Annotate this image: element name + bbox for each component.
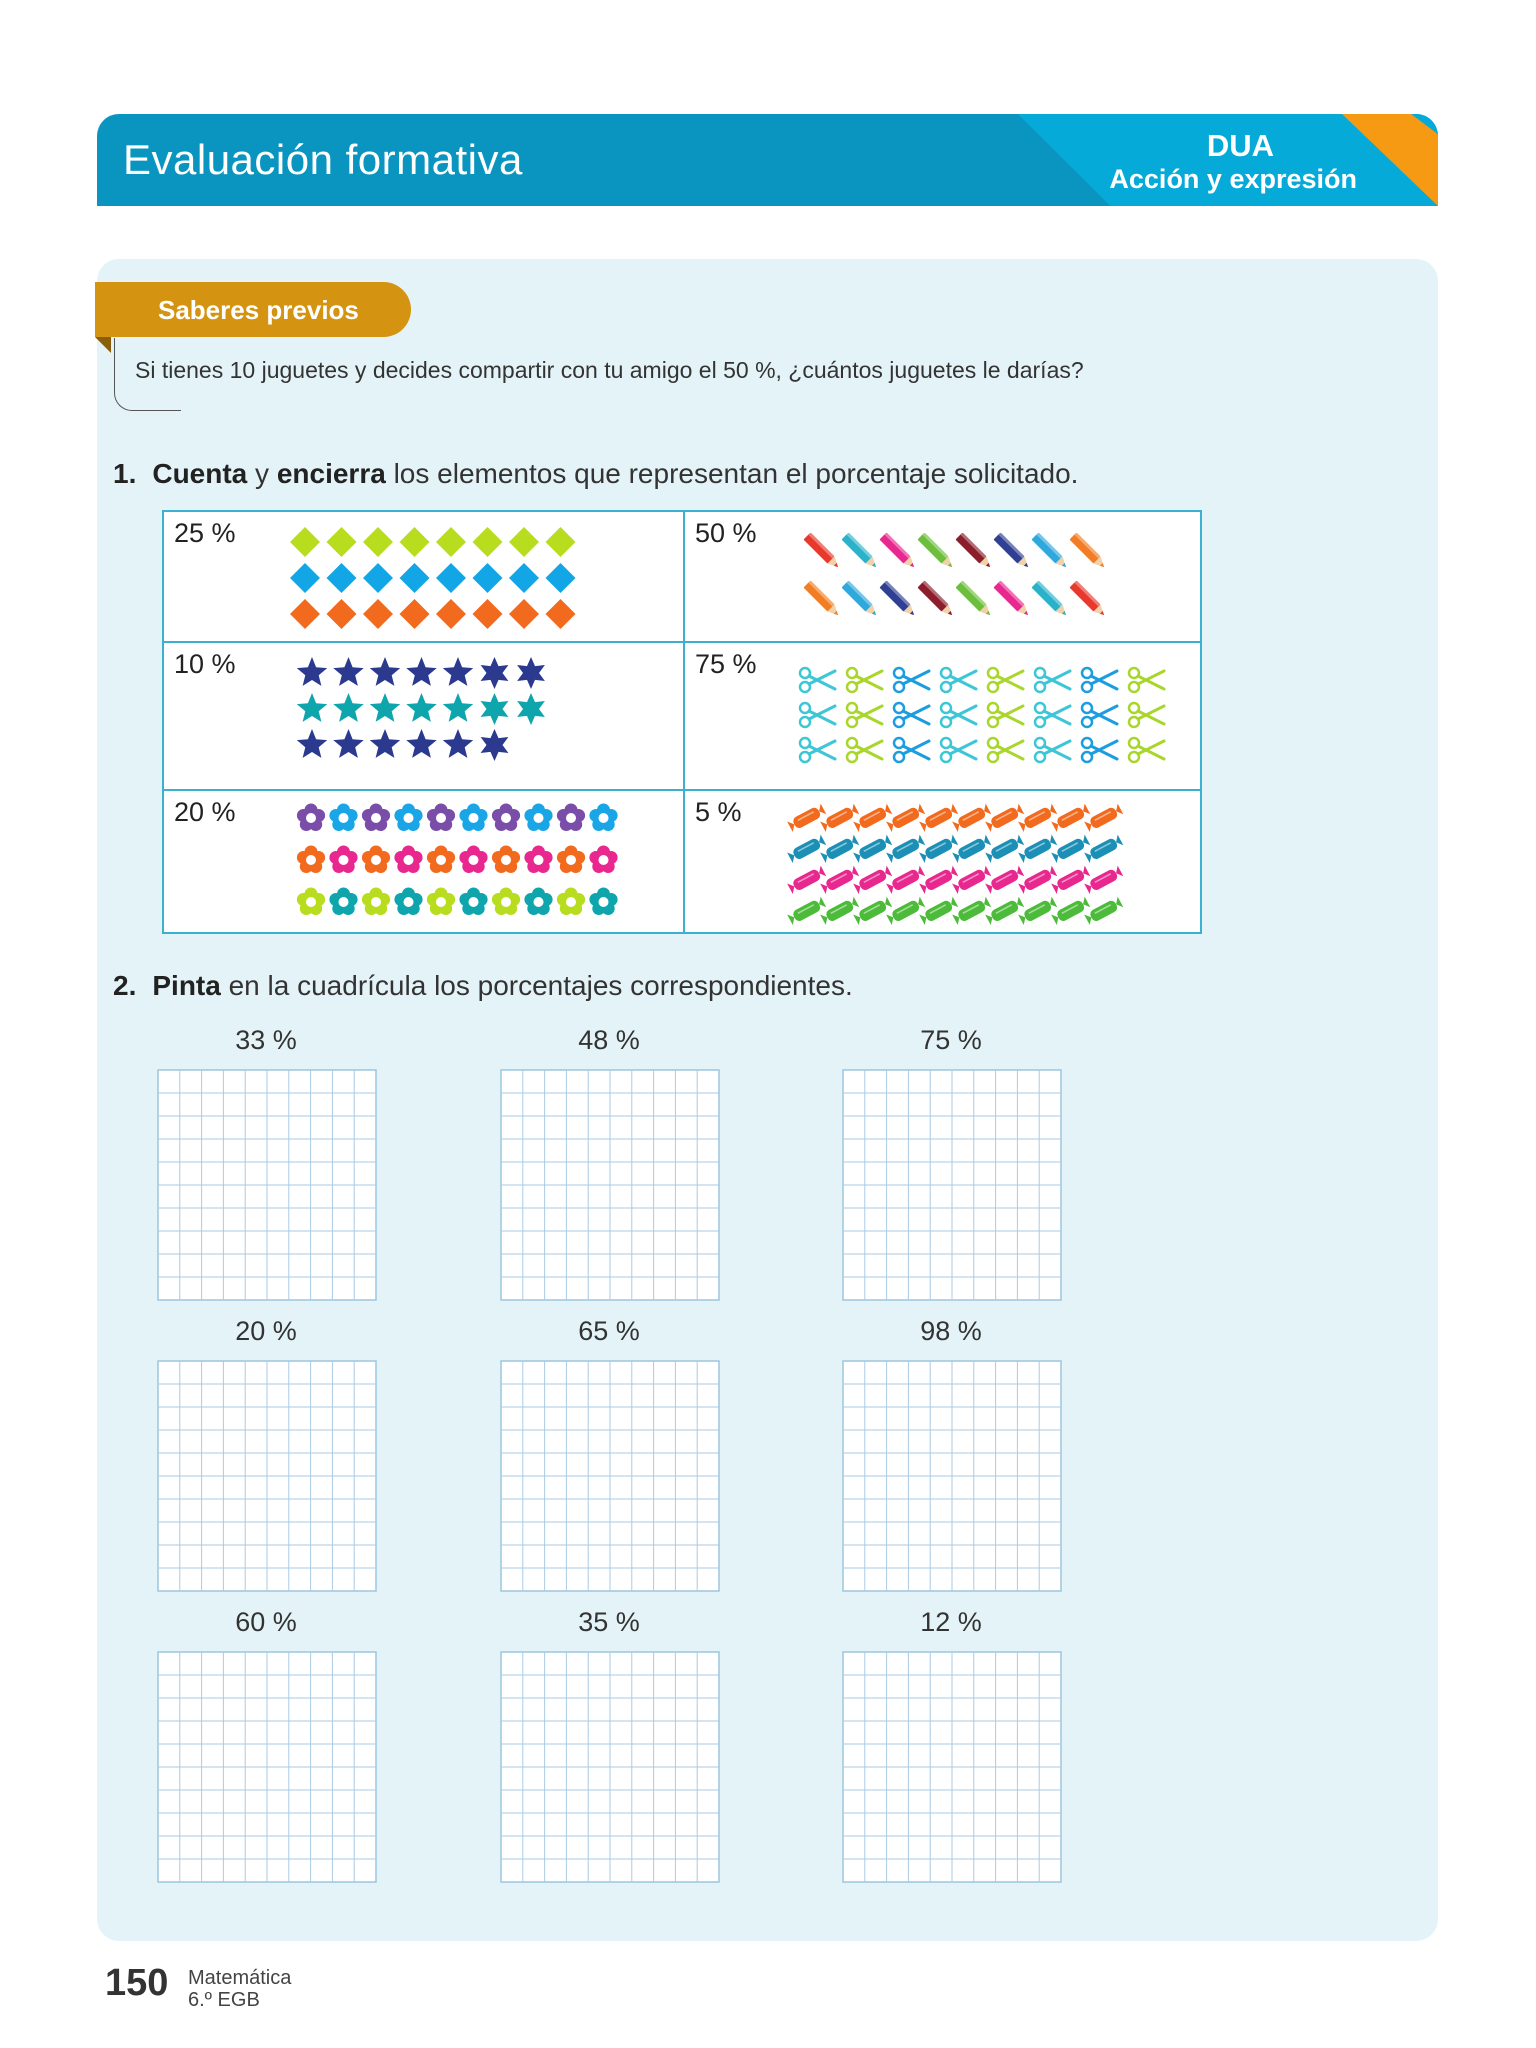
cell-percent-label: 20 % xyxy=(174,797,236,827)
star-icon xyxy=(406,657,436,686)
flower-icon xyxy=(329,804,357,832)
scissors-icon xyxy=(800,738,835,762)
scissors-icon xyxy=(800,668,835,692)
stars-group xyxy=(296,657,596,777)
diamond-icon xyxy=(327,527,357,557)
hundred-grid[interactable] xyxy=(842,1360,1062,1592)
candy-icon xyxy=(1018,804,1057,832)
scissors-icon xyxy=(988,738,1023,762)
scissors-icon xyxy=(847,703,882,727)
star-icon xyxy=(481,657,509,689)
hundred-grid-block xyxy=(500,1025,718,1301)
grid-percent-label: 60 % xyxy=(235,1607,297,1637)
grid-percent-label: 48 % xyxy=(578,1025,640,1055)
flower-icon xyxy=(589,846,617,874)
diamond-icon xyxy=(546,563,576,593)
flower-icon xyxy=(524,846,552,874)
question-1-instruction xyxy=(113,458,1078,490)
candy-icon xyxy=(853,866,892,894)
star-icon xyxy=(370,729,400,758)
scissors-group xyxy=(795,663,1185,783)
candy-icon xyxy=(1084,866,1123,894)
dua-badge-title: DUA xyxy=(1206,128,1274,163)
question-1-number: 1. xyxy=(113,458,137,489)
pencil-icon xyxy=(841,580,879,618)
diamond-icon xyxy=(290,527,320,557)
hundred-grid-block xyxy=(157,1607,375,1883)
candy-icon xyxy=(985,835,1024,863)
cell-percent-label: 5 % xyxy=(695,797,742,827)
star-icon xyxy=(517,693,545,725)
scissors-icon xyxy=(894,703,929,727)
saberes-previos-label: Saberes previos xyxy=(158,295,359,325)
scissors-icon xyxy=(1129,738,1164,762)
star-icon xyxy=(443,657,473,686)
star-icon xyxy=(333,729,363,758)
flower-icon xyxy=(492,804,520,832)
scissors-icon xyxy=(1129,668,1164,692)
candy-icon xyxy=(1018,835,1057,863)
pencil-icon xyxy=(879,532,917,570)
diamond-icon xyxy=(473,599,503,629)
scissors-icon xyxy=(941,738,976,762)
candy-icon xyxy=(1018,897,1057,925)
pencil-icon xyxy=(803,532,841,570)
saberes-previos-question: Si tienes 10 juguetes y decides compartir con tu amigo el 50 %, ¿cuántos juguetes le darías? xyxy=(135,357,1084,383)
candy-icon xyxy=(952,866,991,894)
flower-icon xyxy=(557,888,585,916)
flower-icon xyxy=(589,888,617,916)
scissors-icon xyxy=(847,738,882,762)
candy-icon xyxy=(886,897,925,925)
candy-icon xyxy=(1051,835,1090,863)
book-subject: Matemática xyxy=(188,1967,292,1989)
candy-icon xyxy=(985,804,1024,832)
candy-icon xyxy=(1018,866,1057,894)
scissors-icon xyxy=(894,738,929,762)
flower-icon xyxy=(492,846,520,874)
flower-icon xyxy=(589,804,617,832)
candy-icon xyxy=(853,835,892,863)
flowers-group xyxy=(296,803,626,928)
scissors-icon xyxy=(1035,738,1070,762)
question-2-rest: en la cuadrícula los porcentajes correspondientes. xyxy=(228,970,853,1001)
hundred-grid-block xyxy=(842,1607,1060,1883)
star-icon xyxy=(370,657,400,686)
flower-icon xyxy=(459,804,487,832)
pencil-icon xyxy=(1031,580,1069,618)
candy-icon xyxy=(886,835,925,863)
star-icon xyxy=(443,693,473,722)
dua-badge-subtitle: Acción y expresión xyxy=(1109,164,1357,194)
candy-icon xyxy=(853,804,892,832)
flower-icon xyxy=(524,888,552,916)
table-cell-50 xyxy=(685,512,1200,641)
hundred-grid-block xyxy=(157,1025,375,1301)
hundred-grid[interactable] xyxy=(500,1651,720,1883)
book-grade: 6.º EGB xyxy=(188,1989,260,2011)
question-2-instruction xyxy=(113,970,853,1002)
candy-icon xyxy=(919,804,958,832)
candy-icon xyxy=(886,866,925,894)
scissors-icon xyxy=(1082,738,1117,762)
table-cell-25 xyxy=(164,512,683,641)
flower-icon xyxy=(394,804,422,832)
pencil-icon xyxy=(803,580,841,618)
grid-percent-label: 98 % xyxy=(920,1316,982,1346)
star-icon xyxy=(406,693,436,722)
flower-icon xyxy=(329,888,357,916)
candy-icon xyxy=(985,897,1024,925)
candy-icon xyxy=(787,897,826,925)
pencil-icon xyxy=(955,580,993,618)
question-1-bold-circle: encierra xyxy=(276,458,386,489)
pencil-icon xyxy=(841,532,879,570)
hundred-grid-block xyxy=(842,1025,1060,1301)
diamond-icon xyxy=(363,599,393,629)
candy-icon xyxy=(1084,835,1123,863)
pencil-icon xyxy=(1069,532,1107,570)
candy-icon xyxy=(1084,897,1123,925)
pencil-icon xyxy=(955,532,993,570)
flower-icon xyxy=(394,846,422,874)
scissors-icon xyxy=(1129,703,1164,727)
hundred-grid-block xyxy=(500,1316,718,1592)
candy-icon xyxy=(1051,804,1090,832)
pencil-icon xyxy=(1069,580,1107,618)
hundred-grid[interactable] xyxy=(842,1069,1062,1301)
flower-icon xyxy=(362,804,390,832)
flower-icon xyxy=(394,888,422,916)
star-icon xyxy=(297,657,327,686)
diamond-icon xyxy=(546,527,576,557)
star-icon xyxy=(406,729,436,758)
question-1-rest: los elementos que representan el porcentaje solicitado. xyxy=(393,458,1079,489)
pencil-icon xyxy=(879,580,917,618)
candy-icon xyxy=(787,866,826,894)
page-number: 150 xyxy=(105,1962,169,2004)
grid-percent-label: 33 % xyxy=(235,1025,297,1055)
hundred-grid[interactable] xyxy=(157,1360,377,1592)
star-icon xyxy=(297,693,327,722)
pencil-icon xyxy=(917,532,955,570)
diamonds-group xyxy=(289,526,589,636)
flower-icon xyxy=(459,846,487,874)
candy-icon xyxy=(820,897,859,925)
candy-icon xyxy=(787,804,826,832)
candy-icon xyxy=(820,835,859,863)
pencil-icon xyxy=(993,580,1031,618)
candy-icon xyxy=(1051,897,1090,925)
hundred-grid[interactable] xyxy=(500,1360,720,1592)
flower-icon xyxy=(362,846,390,874)
grid-percent-label: 35 % xyxy=(578,1607,640,1637)
flower-icon xyxy=(557,804,585,832)
candy-icon xyxy=(919,897,958,925)
candy-icon xyxy=(1084,804,1123,832)
flower-icon xyxy=(297,846,325,874)
scissors-icon xyxy=(988,668,1023,692)
diamond-icon xyxy=(363,527,393,557)
pencil-icon xyxy=(993,532,1031,570)
flower-icon xyxy=(427,846,455,874)
saberes-tab-fold xyxy=(95,337,111,353)
question-1-bold-count: Cuenta xyxy=(152,458,248,489)
diamond-icon xyxy=(436,599,466,629)
diamond-icon xyxy=(290,599,320,629)
flower-icon xyxy=(492,888,520,916)
candy-icon xyxy=(820,804,859,832)
page-title: Evaluación formativa xyxy=(123,136,523,183)
hundred-grid[interactable] xyxy=(157,1069,377,1301)
star-icon xyxy=(443,729,473,758)
star-icon xyxy=(333,693,363,722)
cell-percent-label: 10 % xyxy=(174,649,236,679)
table-cell-10 xyxy=(164,643,683,789)
hundred-grid-block xyxy=(157,1316,375,1592)
diamond-icon xyxy=(509,563,539,593)
scissors-icon xyxy=(1082,668,1117,692)
diamond-icon xyxy=(509,527,539,557)
header-banner xyxy=(97,114,1438,206)
candy-icon xyxy=(820,866,859,894)
pencil-icon xyxy=(917,580,955,618)
star-icon xyxy=(297,729,327,758)
cell-percent-label: 75 % xyxy=(695,649,757,679)
diamond-icon xyxy=(400,527,430,557)
flower-icon xyxy=(427,888,455,916)
diamond-icon xyxy=(400,563,430,593)
diamond-icon xyxy=(327,563,357,593)
hundred-grid[interactable] xyxy=(842,1651,1062,1883)
scissors-icon xyxy=(800,703,835,727)
scissors-icon xyxy=(941,668,976,692)
question-1-conjunction: y xyxy=(255,458,270,489)
flower-icon xyxy=(459,888,487,916)
diamond-icon xyxy=(436,527,466,557)
flower-icon xyxy=(427,804,455,832)
diamond-icon xyxy=(363,563,393,593)
candy-icon xyxy=(919,866,958,894)
percentage-table xyxy=(162,510,1202,934)
book-info xyxy=(188,1967,291,2011)
grid-percent-label: 65 % xyxy=(578,1316,640,1346)
scissors-icon xyxy=(1035,703,1070,727)
question-2-number: 2. xyxy=(113,970,137,1001)
grid-percent-label: 75 % xyxy=(920,1025,982,1055)
star-icon xyxy=(517,657,545,689)
diamond-icon xyxy=(509,599,539,629)
table-cell-20 xyxy=(164,791,683,932)
candy-icon xyxy=(1051,866,1090,894)
flower-icon xyxy=(329,846,357,874)
candy-icon xyxy=(886,804,925,832)
hundred-grid-block xyxy=(842,1316,1060,1592)
flower-icon xyxy=(524,804,552,832)
candy-icon xyxy=(952,835,991,863)
scissors-icon xyxy=(1035,668,1070,692)
diamond-icon xyxy=(327,599,357,629)
candy-icon xyxy=(787,835,826,863)
scissors-icon xyxy=(1082,703,1117,727)
flower-icon xyxy=(362,888,390,916)
hundred-grid[interactable] xyxy=(157,1651,377,1883)
question-2-bold-paint: Pinta xyxy=(152,970,221,1001)
candy-icon xyxy=(952,804,991,832)
diamond-icon xyxy=(473,563,503,593)
table-cell-5 xyxy=(685,791,1200,932)
diamond-icon xyxy=(290,563,320,593)
diamond-icon xyxy=(400,599,430,629)
flower-icon xyxy=(297,888,325,916)
scissors-icon xyxy=(988,703,1023,727)
star-icon xyxy=(481,693,509,725)
candy-icon xyxy=(853,897,892,925)
grid-percent-label: 12 % xyxy=(920,1607,982,1637)
star-icon xyxy=(370,693,400,722)
candy-icon xyxy=(952,897,991,925)
flower-icon xyxy=(557,846,585,874)
scissors-icon xyxy=(894,668,929,692)
candies-group xyxy=(785,799,1165,929)
diamond-icon xyxy=(473,527,503,557)
scissors-icon xyxy=(847,668,882,692)
diamond-icon xyxy=(546,599,576,629)
table-cell-75 xyxy=(685,643,1200,789)
pencil-icon xyxy=(1031,532,1069,570)
grid-percent-label: 20 % xyxy=(235,1316,297,1346)
hundred-grid[interactable] xyxy=(500,1069,720,1301)
pencils-group xyxy=(795,528,1115,638)
scissors-icon xyxy=(941,703,976,727)
star-icon xyxy=(333,657,363,686)
flower-icon xyxy=(297,804,325,832)
cell-percent-label: 50 % xyxy=(695,518,757,548)
candy-icon xyxy=(919,835,958,863)
hundred-grid-block xyxy=(500,1607,718,1883)
candy-icon xyxy=(985,866,1024,894)
diamond-icon xyxy=(436,563,466,593)
cell-percent-label: 25 % xyxy=(174,518,236,548)
star-icon xyxy=(481,729,509,761)
